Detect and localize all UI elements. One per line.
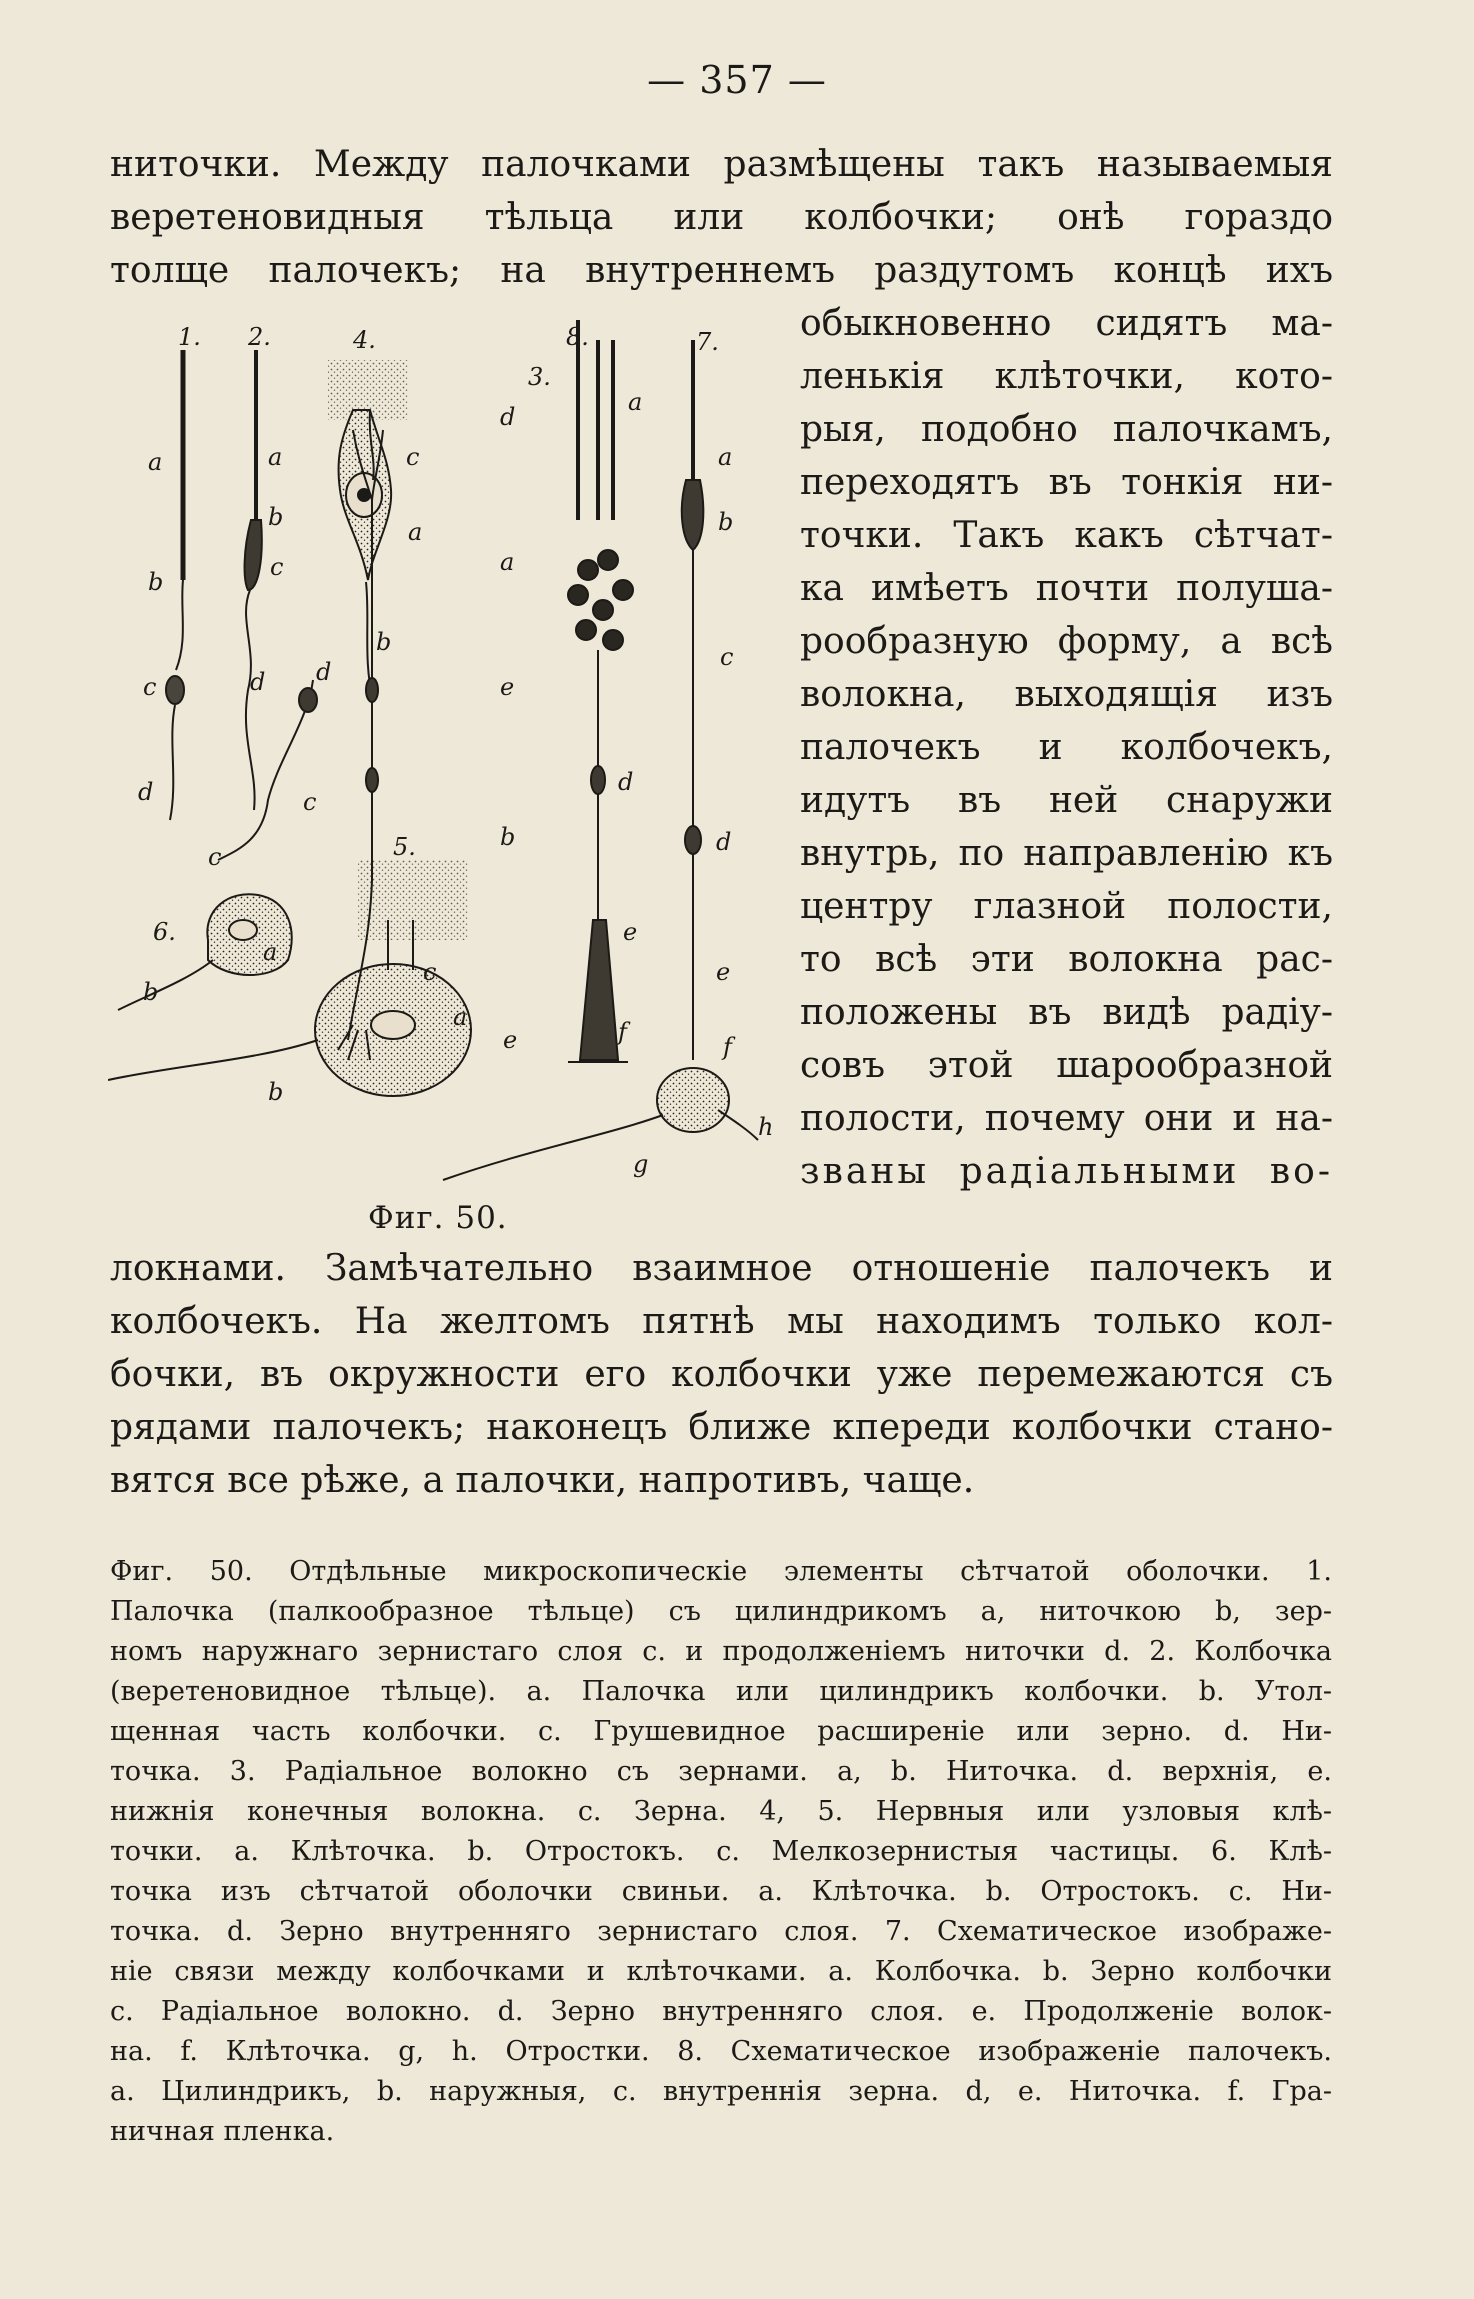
figure-mark: a: [500, 548, 515, 576]
figure-mark: b: [376, 628, 392, 656]
figure-mark: b: [143, 978, 159, 1006]
figure-mark: c: [143, 673, 157, 701]
figure-mark: d: [250, 668, 266, 696]
text-line: толще палочекъ; на внутреннемъ раздутомъ концѣ ихъ: [110, 250, 1333, 291]
cone-cell-2: [245, 350, 262, 810]
rods-schematic-8: [568, 320, 633, 1062]
figure-illustration: [108, 320, 778, 1190]
figure-mark: b: [268, 503, 284, 531]
figure-mark: c: [208, 843, 222, 871]
text-line: рядами палочекъ; наконецъ ближе кпереди колбочки стано-: [110, 1407, 1333, 1448]
text-line: бочки, въ окружности его колбочки уже перемежаются съ: [110, 1354, 1333, 1395]
figure-mark: a: [268, 443, 283, 471]
caption-line: точки. a. Клѣточка. b. Отростокъ. c. Мелкозернистыя частицы. 6. Клѣ-: [110, 1836, 1332, 1867]
nerve-cell-5: [108, 860, 471, 1096]
figure-mark: d: [500, 403, 516, 431]
figure-mark: 8.: [566, 323, 589, 351]
figure-mark: c: [720, 643, 734, 671]
rod-cell-1: [166, 350, 184, 820]
retina-cells-figure: [108, 320, 778, 1190]
text-line: волокна, выходящія изъ: [800, 674, 1333, 715]
figure-mark: g: [633, 1150, 649, 1178]
figure-mark: a: [718, 443, 733, 471]
figure-mark: b: [148, 568, 164, 596]
figure-mark: e: [500, 673, 515, 701]
caption-line: Фиг. 50. Отдѣльные микроскопическіе элементы сѣтчатой оболочки. 1.: [110, 1556, 1332, 1587]
figure-mark: c: [270, 553, 284, 581]
figure-mark: d: [138, 778, 154, 806]
caption-line: точка. 3. Радіальное волокно съ зернами. a, b. Ниточка. d. верхнія, e.: [110, 1756, 1332, 1787]
text-line: идутъ въ ней снаружи: [800, 780, 1333, 821]
caption-line: точка изъ сѣтчатой оболочки свиньи. a. Клѣточка. b. Отростокъ. c. Ни-: [110, 1876, 1332, 1907]
figure-mark: e: [716, 958, 731, 986]
figure-mark: 1.: [178, 323, 201, 351]
text-line: совъ этой шарообразной: [800, 1045, 1333, 1086]
figure-mark: b: [718, 508, 734, 536]
figure-mark: f: [723, 1033, 732, 1061]
figure-mark: 4.: [353, 326, 376, 354]
text-line: переходятъ въ тонкія ни-: [800, 462, 1333, 503]
text-line: точки. Такъ какъ сѣтчат-: [800, 515, 1333, 556]
figure-mark: a: [263, 938, 278, 966]
text-line: локнами. Замѣчательно взаимное отношеніе палочекъ и: [110, 1248, 1333, 1289]
text-line: то всѣ эти волокна рас-: [800, 939, 1333, 980]
text-line: колбочекъ. На желтомъ пятнѣ мы находимъ только кол-: [110, 1301, 1333, 1342]
figure-mark: e: [623, 918, 638, 946]
figure-mark: a: [453, 1003, 468, 1031]
figure-mark: 6.: [153, 918, 176, 946]
text-line: рыя, подобно палочкамъ,: [800, 409, 1333, 450]
text-line: ленькія клѣточки, кото-: [800, 356, 1333, 397]
text-line: веретеновидныя тѣльца или колбочки; онѣ гораздо: [110, 197, 1333, 238]
figure-mark: 7.: [696, 328, 719, 356]
caption-line: a. Цилиндрикъ, b. наружныя, c. внутреннія зерна. d, e. Ниточка. f. Гра-: [110, 2076, 1332, 2107]
caption-line: Палочка (палкообразное тѣльце) съ цилиндрикомъ a, ниточкою b, зер-: [110, 1596, 1332, 1627]
figure-mark: a: [408, 518, 423, 546]
caption-line: ничная пленка.: [110, 2116, 335, 2147]
figure-mark: 3.: [528, 363, 551, 391]
text-line: положены въ видѣ радіу-: [800, 992, 1333, 1033]
body-text-right-column: [800, 297, 1333, 1198]
caption-line: ніе связи между колбочками и клѣточками. a. Колбочка. b. Зерно колбочки: [110, 1956, 1332, 1987]
text-line: вятся все рѣже, а палочки, напротивъ, чаще.: [110, 1460, 975, 1501]
caption-line: на. f. Клѣточка. g, h. Отростки. 8. Схематическое изображеніе палочекъ.: [110, 2036, 1332, 2067]
figure-mark: d: [618, 768, 634, 796]
figure-mark: a: [628, 388, 643, 416]
figure-label: Фиг. 50.: [368, 1200, 508, 1236]
caption-line: c. Радіальное волокно. d. Зерно внутренняго слоя. e. Продолженіе волок-: [110, 1996, 1332, 2027]
body-text-bottom: [110, 1242, 1333, 1507]
text-line: центру глазной полости,: [800, 886, 1333, 927]
figure-mark: c: [406, 443, 420, 471]
text-line: обыкновенно сидятъ ма-: [800, 303, 1333, 344]
text-line: ка имѣетъ почти полуша-: [800, 568, 1333, 609]
caption-line: щенная часть колбочки. c. Грушевидное расширеніе или зерно. d. Ни-: [110, 1716, 1332, 1747]
text-line: званы радіальными во-: [800, 1151, 1333, 1192]
figure-mark: d: [316, 658, 332, 686]
caption-line: номъ наружнаго зернистаго слоя c. и продолженіемъ ниточки d. 2. Колбочка: [110, 1636, 1332, 1667]
caption-line: нижнія конечныя волокна. c. Зерна. 4, 5. Нервныя или узловыя клѣ-: [110, 1796, 1332, 1827]
text-line: ниточки. Между палочками размѣщены такъ называемыя: [110, 144, 1333, 185]
nerve-cell-4: [328, 360, 408, 700]
text-line: полости, почему они и на-: [800, 1098, 1333, 1139]
text-line: внутрь, по направленію къ: [800, 833, 1333, 874]
body-text-top: [110, 138, 1333, 297]
figure-mark: a: [148, 448, 163, 476]
figure-mark: d: [716, 828, 732, 856]
text-line: палочекъ и колбочекъ,: [800, 727, 1333, 768]
figure-mark: b: [268, 1078, 284, 1106]
figure-mark: 5.: [393, 833, 416, 861]
figure-mark: c: [303, 788, 317, 816]
text-line: рообразную форму, а всѣ: [800, 621, 1333, 662]
page-number: — 357 —: [647, 58, 827, 102]
caption-line: (веретеновидное тѣльце). a. Палочка или цилиндрикъ колбочки. b. Утол-: [110, 1676, 1332, 1707]
figure-caption: [110, 1552, 1332, 2152]
caption-line: точка. d. Зерно внутренняго зернистаго слоя. 7. Схематическое изображе-: [110, 1916, 1332, 1947]
figure-mark: 2.: [248, 323, 271, 351]
figure-mark: b: [500, 823, 516, 851]
figure-mark: e: [503, 1026, 518, 1054]
figure-mark: c: [423, 958, 437, 986]
figure-mark: f: [618, 1018, 627, 1046]
figure-mark: h: [758, 1113, 774, 1141]
